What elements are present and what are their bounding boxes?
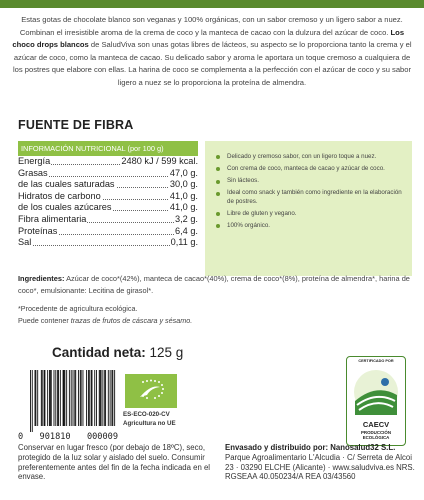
barcode-digits-right: 000009 — [86, 432, 118, 442]
nutrition-label: Hidratos de carbono — [18, 190, 101, 201]
nutrition-label: Energía — [18, 156, 51, 166]
nutrition-label: Sal — [18, 237, 32, 248]
nutrition-row — [18, 168, 198, 180]
net-quantity-value: 125 g — [149, 345, 184, 360]
packer-address: Parque Agroalimentario L'Alcudia · C/ Serreta de Alcoi 23 · 03290 ELCHE (Alicante) · www.saludviva.es NRS. RGSEAA 40.050234/A REA 03/43560 — [225, 452, 415, 482]
packer-info — [225, 443, 420, 482]
feature-item: Sin lácteos. — [216, 177, 404, 186]
nutrition-row — [18, 202, 198, 214]
nutrition-row — [18, 214, 198, 226]
caecv-seal — [346, 356, 406, 446]
features-box — [205, 141, 412, 276]
nutrition-value: 47,0 g. — [169, 167, 198, 178]
ingredients-text: Azúcar de coco*(42%), manteca de cacao*(40%), crema de coco*(8%), proteína de almendra*, harina de coco*, emulsionante: Lecitina de girasol*. — [18, 274, 410, 295]
caecv-certified-by: CERTIFICADO POR — [358, 359, 394, 363]
fibre-claim: FUENTE DE FIBRA — [18, 118, 134, 132]
brand-phrase: Los choco drops blancos — [12, 27, 405, 50]
nutrition-row — [18, 156, 198, 168]
barcode-digits — [18, 432, 118, 442]
traces-prefix: Puede contener — [18, 316, 69, 326]
features-list — [205, 141, 412, 231]
nutrition-label: Grasas — [18, 167, 48, 178]
product-description — [10, 14, 414, 90]
eu-organic-code: ES-ECO-020-CV — [123, 411, 170, 418]
nutrition-value: 3,2 g. — [175, 213, 198, 224]
ingredients — [18, 273, 416, 296]
nutrition-table — [18, 141, 198, 249]
nutrition-label: de las cuales saturadas — [18, 179, 115, 190]
organic-note: *Procedente de agricultura ecológica. — [18, 304, 138, 313]
traces-note — [18, 315, 416, 327]
nutrition-row — [18, 237, 198, 249]
description-part-2: de SaludViva son unas gotas libres de lácteos, su aspecto se lo proporciona tanto la crema y el azúcar de coco, como la manteca de cacao. Su delicado sabor y aroma le aportara un toque cremoso a cualquiera de los postres que elabore con ellas. La harina de coco se complementa a la perfección con el azúcar de coco y su sabor ligero a nuez se lo proporciona la proteína de almendra. — [12, 40, 412, 87]
nutrition-value: 2480 kJ / 599 kcal. — [121, 156, 198, 166]
caecv-name: CAECV — [362, 420, 390, 429]
top-color-band — [0, 0, 424, 8]
nutrition-row — [18, 179, 198, 191]
net-quantity-label: Cantidad neta: — [52, 345, 146, 360]
storage-instructions: Conservar en lugar fresco (por debajo de 18ºC), seco, protegido de la luz solar y aislado del suelo. Consumir preferentemente antes del fin de la fecha indicada en el envase. — [18, 443, 211, 482]
barcode-digit-prefix: 0 — [18, 432, 24, 442]
nutrition-label: Fibra alimentaria — [18, 213, 87, 224]
nutrition-label: de los cuales azúcares — [18, 202, 112, 213]
feature-item: 100% orgánico. — [216, 222, 404, 231]
packer-title: Envasado y distribuido por: Nanosalud32 S.L. — [225, 443, 396, 452]
feature-item: Delicado y cremoso sabor, con un ligero toque a nuez. — [216, 153, 404, 162]
barcode — [18, 370, 118, 442]
nutrition-value: 0,11 g. — [170, 237, 198, 248]
caecv-subtitle — [347, 430, 405, 441]
caecv-subtitle-line1: PRODUCCIÓN — [360, 430, 391, 435]
nutrition-value: 41,0 g. — [169, 202, 198, 213]
barcode-bars — [30, 370, 116, 432]
nutrition-value: 30,0 g. — [169, 179, 198, 190]
caecv-subtitle-line2: ECOLÓGICA — [362, 435, 390, 441]
feature-item: Libre de gluten y vegano. — [216, 210, 404, 219]
eu-organic-logo-icon — [125, 374, 177, 408]
eu-organic-label — [123, 411, 176, 428]
traces-text: trazas de frutos de cáscara y sésamo. — [70, 316, 193, 326]
notes — [18, 303, 416, 327]
description-part-1: Estas gotas de chocolate blanco son veganas y 100% orgánicas, con un sabor cremoso y un ligero sabor a nuez. Combinan el irresistible aroma de la crema de coco y la manteca de cacao con la dulzura del azúcar de coco. — [19, 15, 403, 37]
nutrition-row — [18, 226, 198, 238]
nutrition-value: 41,0 g. — [169, 190, 198, 201]
net-quantity — [52, 345, 183, 360]
nutrition-header: INFORMACIÓN NUTRICIONAL (por 100 g) — [18, 141, 198, 156]
eu-organic-origin: Agricultura no UE — [123, 419, 176, 427]
caecv-landscape-icon — [347, 365, 405, 423]
nutrition-row — [18, 191, 198, 203]
nutrition-value: 6,4 g. — [175, 225, 198, 236]
ingredients-label: Ingredientes: — [18, 274, 65, 283]
nutrition-label: Proteínas — [18, 225, 58, 236]
barcode-digits-left: 901810 — [39, 432, 71, 442]
feature-item: Con crema de coco, manteca de cacao y azúcar de coco. — [216, 165, 404, 174]
feature-item: Ideal como snack y también como ingrediente en la elaboración de postres. — [216, 189, 404, 206]
